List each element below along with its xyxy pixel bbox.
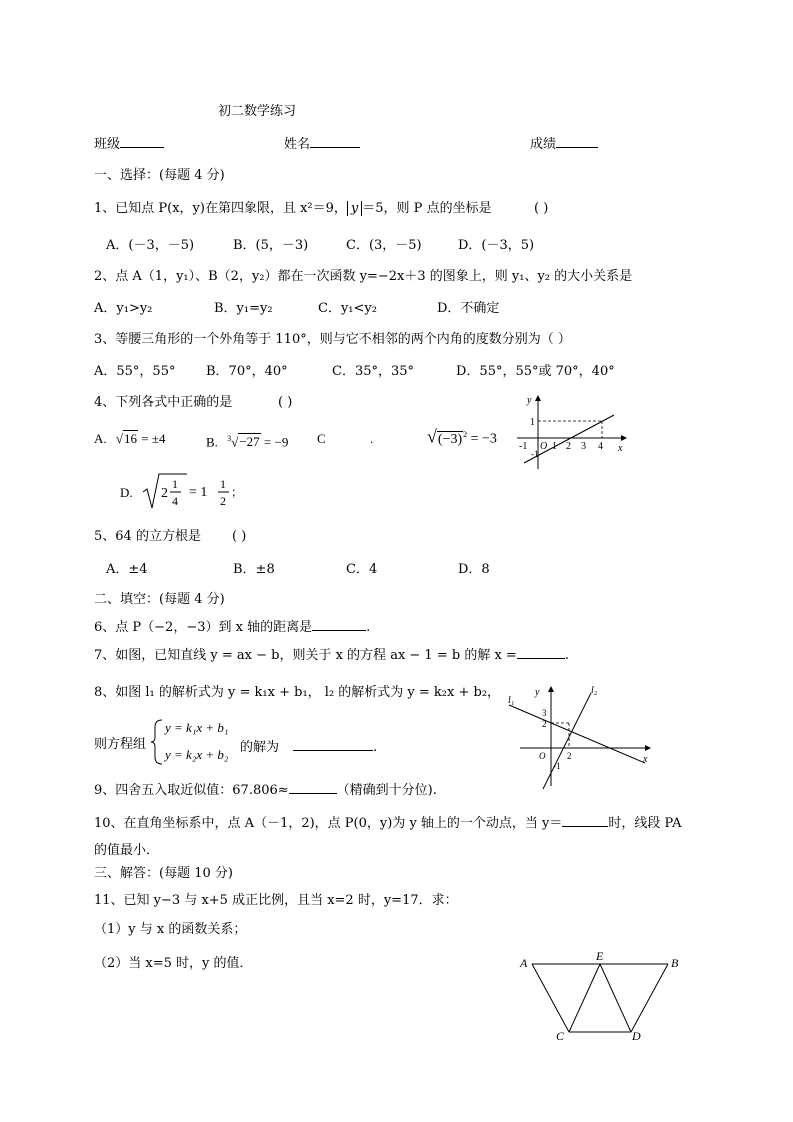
q11-part2: （2）当 x=5 时，y 的值．	[94, 956, 253, 971]
graph1-x-label: x	[618, 443, 623, 454]
score-blank[interactable]	[556, 134, 598, 148]
graph1-tick-neg1y: -1	[531, 449, 539, 459]
q4-option-c-label: C	[317, 431, 326, 446]
q4-option-d-expr	[141, 472, 261, 512]
q4-option-b-index: 3	[227, 434, 232, 443]
graph1-tick-neg1x: -1	[519, 441, 528, 452]
q10-text-a: 10、在直角坐标系中，点 A（－1，2)，点 P(0，y)为 y 轴上的一个动点，当 y＝	[94, 816, 563, 831]
q8-stem: 8、如图 l₁ 的解析式为 y = k₁x + b₁， l₂ 的解析式为 y = k₂x + b₂，	[94, 685, 501, 700]
q6-blank[interactable]	[312, 617, 366, 631]
graph2-y-label: y	[535, 687, 540, 698]
q6-text-a: 6、点 P（−2，−3）到 x 轴的距离是	[94, 620, 313, 635]
segment-AC	[532, 964, 569, 1032]
score-label: 成绩	[530, 137, 557, 152]
q4-option-c-exp: 2	[463, 430, 468, 439]
segment-ED	[600, 964, 631, 1032]
graph2-x-label: x	[643, 754, 648, 765]
q3-stem: 3、等腰三角形的一个外角等于 110°，则与它不相邻的两个内角的度数分别为（ ）	[94, 332, 571, 347]
q4-option-a	[94, 431, 166, 447]
q4-option-d-whole: 2	[161, 486, 168, 501]
q8-eq2: y = k₂x + b₂	[165, 747, 229, 762]
q4-option-b-rest: = −9	[263, 434, 289, 450]
graph1	[514, 393, 634, 473]
q7-stem	[94, 645, 569, 664]
graph2-origin: O	[539, 751, 546, 761]
point-B-label: B	[671, 956, 679, 970]
point-D-label: D	[632, 1029, 641, 1043]
q7-blank[interactable]	[517, 645, 565, 659]
q5-answer-paren[interactable]: ( )	[232, 529, 247, 544]
q10-text-c: 的值最小．	[94, 843, 160, 858]
point-C-label: C	[556, 1029, 565, 1043]
q3-option-d: D．55°，55°或 70°，40°	[456, 364, 615, 379]
class-label: 班级	[94, 137, 121, 152]
q3-option-b: B．70°，40°	[206, 364, 288, 379]
q5-option-a: A．±4	[106, 562, 148, 577]
q4-option-d-eq: = 1	[189, 485, 208, 500]
graph2-tick-2y: 2	[542, 719, 547, 729]
point-A-label: A	[520, 956, 528, 970]
graph2-tick-3: 3	[542, 708, 547, 718]
score-field	[530, 134, 598, 153]
q4-option-d-end: ；	[231, 485, 244, 499]
q1-abs-value: y	[347, 201, 362, 216]
q4-option-d-num2: 1	[220, 477, 226, 491]
q1-option-d: D．(－3，5)	[458, 238, 535, 253]
section1-heading: 一、选择：(每题 4 分)	[94, 168, 225, 183]
q4-option-c-dot: .	[370, 431, 374, 446]
graph1-tick-4x: 4	[598, 441, 603, 452]
q4-stem: 4、下列各式中正确的是	[94, 395, 233, 410]
graph2-tick-2x: 2	[567, 751, 572, 761]
graph2-l2-label: l₂	[591, 685, 598, 696]
q1-option-a: A．(－3，－5)	[106, 238, 195, 253]
q5-stem: 5、64 的立方根是	[94, 529, 201, 544]
q1-stem	[94, 201, 492, 217]
segment-BD	[631, 964, 668, 1032]
q10-text-b: 时，线段 PA	[608, 816, 682, 831]
q6-stem	[94, 617, 370, 636]
q4-option-b: B. $^3$√−27 = −9	[206, 434, 289, 450]
q4-option-c-rest: = −3	[470, 431, 497, 447]
q9-stem	[94, 780, 437, 799]
q8-system-label: 则方程组	[94, 737, 147, 752]
q5-option-d: D．8	[458, 562, 490, 577]
point-E-label: E	[596, 949, 604, 963]
q4-option-d-den: 4	[172, 494, 178, 508]
page-title: 初二数学练习	[218, 104, 297, 119]
q4-option-a-root: √16	[115, 431, 138, 446]
q4-answer-paren[interactable]: ( )	[278, 395, 293, 410]
graph1-tick-2x: 2	[566, 441, 571, 452]
graph1-tick-3x: 3	[581, 441, 586, 452]
q2-stem: 2、点 A（1，y₁）、B（2，y₂）都在一次函数 y=−2x＋3 的图象上，则 y₁、y₂ 的大小关系是	[94, 269, 633, 284]
name-field	[284, 134, 360, 153]
q10-blank[interactable]	[562, 813, 608, 827]
q1-text-a: 1、已知点 P(x，y)在第四象限，且 x²＝9，	[94, 201, 347, 216]
graph1-tick-1x: 1	[552, 441, 557, 452]
graph1-y-label: y	[527, 395, 532, 406]
q4-option-d-label: D.	[120, 485, 133, 500]
q4-option-c-expr: $√(-3)^2 = -3$	[427, 426, 497, 447]
q6-text-b: .	[366, 620, 371, 635]
graph1-tick-1y: 1	[530, 417, 535, 428]
q4-option-c-radicand: (−3)	[437, 431, 463, 447]
q8-blank[interactable]	[293, 737, 373, 751]
q1-option-c: C．(3，－5)	[346, 238, 422, 253]
q9-text-b: （精确到十分位).	[336, 783, 437, 798]
q11-part1: （1）y 与 x 的函数关系；	[94, 922, 247, 937]
q1-option-b: B．(5，－3)	[233, 238, 309, 253]
graph2-line-l2	[543, 693, 591, 789]
q4-option-a-rest: = ±4	[141, 431, 166, 446]
q5-option-b: B．±8	[233, 562, 275, 577]
segment-EC	[569, 964, 600, 1032]
q3-option-a: A．55°，55°	[94, 364, 176, 379]
q3-option-c: C．35°，35°	[332, 364, 415, 379]
q5-option-c: C．4	[346, 562, 378, 577]
name-label: 姓名	[284, 137, 311, 152]
q10-stem	[94, 813, 681, 832]
q8-eq1: y = k₁x + b₁	[165, 720, 229, 735]
q1-answer-paren[interactable]: ( )	[534, 201, 549, 216]
graph2-line-l1	[509, 705, 645, 763]
section2-heading: 二、填空：(每题 4 分)	[94, 592, 225, 607]
q7-text-b: .	[564, 648, 569, 663]
q11-stem: 11、已知 y−3 与 x+5 成正比例，且当 x=2 时，y=17．求：	[94, 893, 458, 908]
q9-text-a: 9、四舍五入取近似值：67.806≈	[94, 783, 289, 798]
graph1-origin: O	[540, 441, 548, 452]
q2-option-a: A．y₁>y₂	[94, 301, 153, 316]
class-blank[interactable]	[120, 134, 164, 148]
q2-option-d: D．不确定	[437, 301, 500, 316]
q4-option-b-radicand: −27	[239, 434, 260, 450]
q9-blank[interactable]	[289, 780, 337, 794]
geometry-figure	[516, 949, 686, 1043]
q2-option-b: B．y₁=y₂	[214, 301, 273, 316]
q4-option-b-label: B.	[206, 434, 218, 450]
q8-text-c: 的解为	[240, 740, 280, 755]
q8-text-d: .	[373, 740, 378, 755]
q1-text-b: ＝5，则 P 点的坐标是	[362, 201, 492, 216]
class-field	[94, 134, 164, 153]
q2-option-c: C．y₁<y₂	[318, 301, 377, 316]
q4-option-a-label: A.	[94, 431, 107, 446]
q4-option-d-den2: 2	[220, 494, 226, 508]
graph2	[505, 683, 655, 793]
q4-option-d-num: 1	[172, 477, 178, 491]
q7-text-a: 7、如图，已知直线 y = ax − b，则关于 x 的方程 ax − 1 = b 的解 x =	[94, 648, 517, 663]
name-blank[interactable]	[310, 134, 360, 148]
graph2-l1-label: l₁	[508, 695, 515, 706]
graph2-tick-neg1: -1	[553, 761, 561, 771]
q8-answer	[240, 737, 377, 756]
section3-heading: 三、解答：(每题 10 分)	[94, 866, 233, 881]
q8-brace	[150, 719, 164, 765]
q4-option-a-radicand: 16	[124, 431, 138, 446]
